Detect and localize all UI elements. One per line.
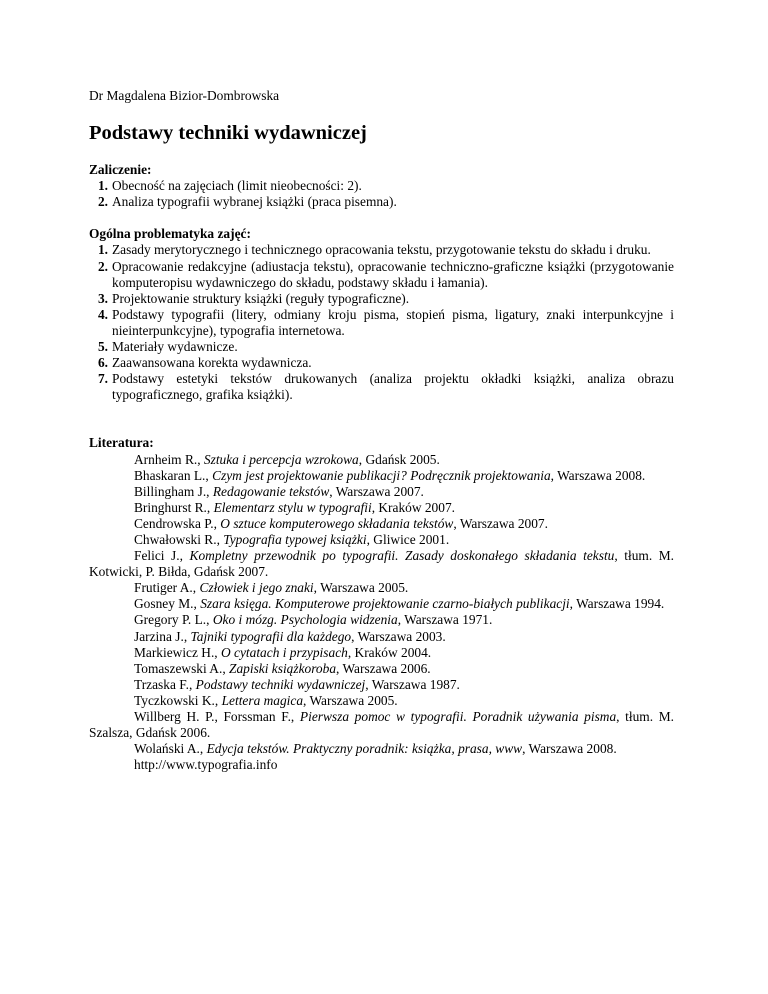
list-item-text: Zasady merytorycznego i technicznego opracowania tekstu, przygotowanie tekstu do składu i druku.: [112, 242, 651, 258]
list-item-number: 5.: [97, 339, 108, 355]
list-item-number: 4.: [97, 306, 108, 322]
reference-item: [89, 532, 674, 548]
list-item-text: Opracowanie redakcyjne (adiustacja tekstu), opracowanie techniczno-graficzne książki (przygotowanie komputeropisu wydawniczego do składu, podstawy składu i łamania).: [112, 258, 674, 290]
reference-details: , Warszawa 1987.: [365, 676, 460, 692]
literatura-heading: Literatura:: [89, 435, 154, 451]
reference-author: Willberg H. P., Forssman F.,: [134, 709, 300, 724]
document-page: [89, 88, 674, 773]
list-item-number: 6.: [97, 355, 108, 371]
reference-title: Typografia typowej książki: [223, 531, 367, 547]
problematyka-section: [89, 226, 674, 403]
reference-details: , Warszawa 1971.: [397, 612, 493, 628]
reference-details: , tłum. M. Szalsza, Gdańsk 2006.: [89, 709, 674, 741]
list-item-text: Analiza typografii wybranej książki (praca pisemna).: [112, 194, 397, 210]
list-item: [89, 242, 674, 258]
reference-author: Frutiger A.,: [134, 580, 200, 596]
reference-title: Elementarz stylu w typografii: [213, 499, 372, 515]
reference-details: , Gliwice 2001.: [366, 531, 450, 547]
list-item: [89, 307, 674, 339]
reference-author: Bhaskaran L.,: [134, 467, 213, 483]
reference-details: , Warszawa 2006.: [336, 660, 431, 676]
reference-title: Redagowanie tekstów: [212, 483, 330, 499]
reference-author: Tomaszewski A.,: [134, 660, 230, 676]
reference-details: , Kraków 2007.: [371, 499, 455, 515]
reference-item: [89, 629, 674, 645]
reference-item: [89, 677, 674, 693]
reference-author: Bringhurst R.,: [134, 499, 214, 515]
reference-author: Chwałowski R.,: [134, 531, 224, 547]
zaliczenie-list: [89, 178, 674, 210]
reference-author: Tyczkowski K.,: [134, 692, 222, 708]
reference-details: , Warszawa 2005.: [303, 692, 398, 708]
reference-title: Zapiski książkoroba: [229, 660, 337, 676]
reference-details: , tłum. M. Kotwicki, P. Biłda, Gdańsk 2007.: [89, 548, 674, 580]
reference-item: [89, 484, 674, 500]
list-item: [89, 291, 674, 307]
list-item-number: 3.: [97, 290, 108, 306]
reference-details: , Warszawa 2007.: [453, 515, 548, 531]
reference-author: Felici J.,: [134, 548, 190, 564]
reference-author: Jarzina J.,: [134, 628, 191, 644]
reference-author: Wolański A.,: [134, 741, 207, 757]
reference-details: , Kraków 2004.: [347, 644, 432, 660]
reference-item: [89, 693, 674, 709]
list-item-text: Materiały wydawnicze.: [112, 339, 238, 355]
reference-details: , Warszawa 2005.: [313, 580, 409, 596]
reference-author: Gregory P. L.,: [134, 612, 213, 628]
list-item-number: 7.: [97, 371, 108, 387]
reference-title: Edycja tekstów. Praktyczny poradnik: książka, prasa, www: [206, 741, 523, 757]
reference-author: Cendrowska P.,: [134, 515, 221, 531]
reference-details: , Warszawa 2008.: [550, 467, 646, 483]
reference-title: Kompletny przewodnik po typografii. Zasady doskonałego składania tekstu: [189, 548, 615, 564]
reference-title: Czym jest projektowanie publikacji? Podręcznik projektowania: [212, 467, 551, 483]
list-item: [89, 194, 674, 210]
reference-title: Pierwsza pomoc w typografii. Poradnik używania pisma: [299, 709, 617, 724]
reference-title: O cytatach i przypisach: [221, 644, 348, 660]
list-item-text: Podstawy estetyki tekstów drukowanych (analiza projektu okładki książki, analiza obrazu typograficznego, grafika książki).: [112, 371, 674, 403]
reference-author: Trzaska F.,: [134, 676, 196, 692]
reference-title: Człowiek i jego znaki: [199, 580, 314, 596]
list-item: [89, 371, 674, 403]
zaliczenie-section: [89, 162, 674, 210]
reference-title: Tajniki typografii dla każdego: [190, 628, 352, 644]
list-item-number: 1.: [97, 178, 108, 194]
reference-item: [89, 645, 674, 661]
reference-item: [89, 661, 674, 677]
reference-author: Billingham J.,: [134, 483, 213, 499]
reference-item: [89, 468, 674, 484]
reference-item: [89, 452, 674, 468]
reference-title: Lettera magica: [221, 692, 304, 708]
list-item: [89, 178, 674, 194]
list-item-text: Zaawansowana korekta wydawnicza.: [112, 355, 312, 371]
reference-title: Oko i mózg. Psychologia widzenia: [212, 612, 398, 628]
reference-item: [89, 741, 674, 757]
reference-item: [89, 596, 674, 612]
reference-details: , Warszawa 2003.: [351, 628, 446, 644]
reference-item: [89, 548, 674, 580]
reference-author: Gosney M.,: [134, 596, 201, 612]
reference-item: [89, 516, 674, 532]
reference-item: [89, 500, 674, 516]
reference-item: [89, 709, 674, 741]
reference-title: Sztuka i percepcja wzrokowa: [203, 451, 359, 467]
list-item-number: 2.: [97, 258, 108, 274]
references-list: [89, 452, 674, 774]
reference-title: O sztuce komputerowego składania tekstów: [220, 515, 454, 531]
reference-details: , Warszawa 1994.: [569, 596, 665, 612]
reference-author: http://www.typografia.info: [134, 757, 278, 773]
list-item: [89, 339, 674, 355]
reference-title: Szara księga. Komputerowe projektowanie czarno-białych publikacji: [200, 596, 570, 612]
list-item: [89, 259, 674, 291]
reference-author: Arnheim R.,: [134, 451, 204, 467]
reference-details: , Warszawa 2007.: [329, 483, 424, 499]
list-item-text: Podstawy typografii (litery, odmiany kroju pisma, stopień pisma, ligatury, znaki interpunkcyjne i nieinterpunkcyjne), typografia internetowa.: [112, 306, 674, 338]
list-item: [89, 355, 674, 371]
reference-item: [89, 580, 674, 596]
page-title: Podstawy techniki wydawniczej: [89, 122, 367, 145]
reference-author: Markiewicz H.,: [134, 644, 222, 660]
reference-details: , Gdańsk 2005.: [358, 451, 440, 467]
reference-item: [89, 612, 674, 628]
list-item-number: 2.: [97, 194, 108, 210]
literatura-section: [89, 435, 674, 773]
list-item-text: Projektowanie struktury książki (reguły typograficzne).: [112, 290, 410, 306]
problematyka-list: [89, 242, 674, 403]
list-item-text: Obecność na zajęciach (limit nieobecności: 2).: [112, 178, 362, 194]
zaliczenie-heading: Zaliczenie:: [89, 162, 152, 178]
reference-item: [89, 757, 674, 773]
reference-title: Podstawy techniki wydawniczej: [195, 676, 366, 692]
author-line: Dr Magdalena Bizior-Dombrowska: [89, 88, 280, 103]
problematyka-heading: Ogólna problematyka zajęć:: [89, 226, 251, 242]
reference-details: , Warszawa 2008.: [522, 741, 617, 757]
list-item-number: 1.: [97, 242, 108, 258]
